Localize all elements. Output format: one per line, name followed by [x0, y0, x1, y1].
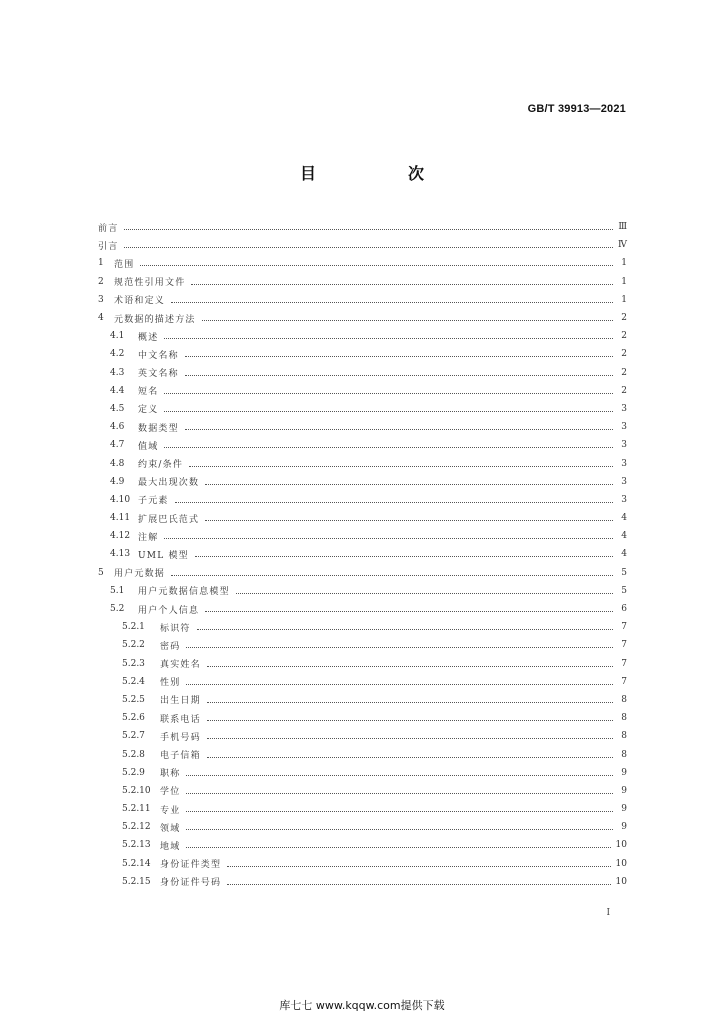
toc-entry-page: 6 — [621, 604, 627, 615]
toc-entry[interactable] — [98, 873, 627, 891]
toc-entry[interactable] — [98, 309, 627, 327]
dot-leader — [195, 555, 613, 557]
toc-entry-page: 10 — [615, 876, 627, 887]
toc-entry-label: 约束/条件 — [138, 460, 184, 471]
toc-entry[interactable] — [98, 600, 627, 618]
toc-entry[interactable] — [98, 673, 627, 691]
toc-entry-page: 8 — [621, 749, 627, 760]
dot-leader — [205, 610, 613, 612]
toc-entry-page: 3 — [621, 403, 627, 414]
toc-entry-number: 4.9 — [110, 476, 125, 487]
toc-entry-number: 5.2.14 — [122, 858, 151, 869]
toc-entry-page: 2 — [621, 349, 627, 360]
toc-title: 目 次 — [299, 164, 462, 183]
dot-leader — [186, 828, 613, 830]
toc-entry-number: 5.2.11 — [122, 804, 151, 815]
toc-entry-label: 真实姓名 — [160, 660, 201, 671]
dot-leader — [164, 446, 613, 448]
toc-entry-number: 5.2.3 — [122, 658, 145, 669]
toc-entry-label: 联系电话 — [160, 714, 201, 725]
dot-leader — [164, 410, 613, 412]
toc-entry[interactable] — [98, 364, 627, 382]
toc-entry-page: 7 — [621, 622, 627, 633]
toc-entry[interactable] — [98, 655, 627, 673]
toc-entry[interactable] — [98, 454, 627, 472]
toc-entry-label: 密码 — [160, 641, 181, 652]
standard-number: GB/T 39913—2021 — [527, 103, 626, 115]
toc-entry[interactable] — [98, 436, 627, 454]
toc-entry-label: 出生日期 — [160, 696, 201, 707]
toc-entry-number: 4.13 — [110, 549, 131, 560]
toc-entry-page: 4 — [621, 531, 627, 542]
toc-entry-page: 8 — [621, 713, 627, 724]
dot-leader — [197, 628, 613, 630]
toc-entry-page: 7 — [621, 640, 627, 651]
toc-entry-page: 5 — [621, 567, 627, 578]
dot-leader — [164, 337, 613, 339]
toc-entry-number: 5.2.9 — [122, 767, 145, 778]
toc-entry-label: UML 模型 — [138, 550, 189, 561]
dot-leader — [185, 374, 613, 376]
toc-entry-label: 性别 — [160, 678, 181, 689]
toc-entry-label: 元数据的描述方法 — [114, 314, 196, 325]
toc-entry-page: 10 — [615, 840, 627, 851]
toc-entry-page: 2 — [621, 385, 627, 396]
page-number: I — [606, 908, 610, 918]
dot-leader — [164, 392, 613, 394]
toc-entry[interactable] — [98, 618, 627, 636]
dot-leader — [171, 574, 613, 576]
dot-leader — [185, 355, 613, 357]
dot-leader — [186, 774, 613, 776]
toc-entry-page: 4 — [621, 513, 627, 524]
toc-entry-label: 定义 — [138, 405, 159, 416]
toc-entry-label: 短名 — [138, 387, 159, 398]
toc-entry-page: 3 — [621, 440, 627, 451]
toc-entry[interactable] — [98, 218, 627, 236]
toc-entry[interactable] — [98, 527, 627, 545]
toc-entry-page: 3 — [621, 422, 627, 433]
toc-entry[interactable] — [98, 254, 627, 272]
toc-entry-label: 身份证件类型 — [160, 860, 222, 871]
toc-entry-number: 5.2.1 — [122, 622, 145, 633]
download-watermark: 库七七 www.kqqw.com提供下载 — [279, 999, 445, 1012]
toc-entry-label: 电子信箱 — [160, 751, 201, 762]
toc-entry-page: 9 — [621, 767, 627, 778]
toc-entry-number: 5.2 — [110, 604, 125, 615]
dot-leader — [202, 319, 613, 321]
toc-entry-label: 最大出现次数 — [138, 478, 200, 489]
toc-entry-page: 2 — [621, 367, 627, 378]
toc-entry-number: 4.7 — [110, 440, 125, 451]
toc-entry[interactable] — [98, 382, 627, 400]
dot-leader — [205, 483, 613, 485]
dot-leader — [207, 719, 613, 721]
toc-entry[interactable] — [98, 509, 627, 527]
toc-entry-number: 5.2.6 — [122, 713, 145, 724]
toc-entry[interactable] — [98, 582, 627, 600]
toc-entry-label: 地域 — [160, 841, 181, 852]
toc-entry-number: 4.2 — [110, 349, 125, 360]
toc-entry[interactable] — [98, 473, 627, 491]
toc-entry[interactable] — [98, 400, 627, 418]
dot-leader — [207, 737, 613, 739]
dot-leader — [171, 301, 613, 303]
toc-entry-label: 子元素 — [138, 496, 169, 507]
toc-entry-page: 3 — [621, 476, 627, 487]
toc-entry-page: 8 — [621, 694, 627, 705]
toc-entry-label: 用户元数据信息模型 — [138, 587, 230, 598]
toc-entry-page: 8 — [621, 731, 627, 742]
dot-leader — [236, 592, 613, 594]
toc-entry-number: 4.1 — [110, 331, 125, 342]
toc-entry[interactable] — [98, 691, 627, 709]
toc-entry-label: 引言 — [98, 241, 119, 252]
toc-entry-number: 5.2.15 — [122, 876, 151, 887]
toc-entry-label: 用户元数据 — [114, 569, 166, 580]
toc-entry[interactable] — [98, 636, 627, 654]
dot-leader — [227, 865, 610, 867]
toc-entry-number: 1 — [98, 258, 104, 269]
toc-entry-page: 3 — [621, 494, 627, 505]
toc-entry[interactable] — [98, 818, 627, 836]
toc-entry-number: 4.5 — [110, 403, 125, 414]
toc-entry[interactable] — [98, 491, 627, 509]
dot-leader — [205, 519, 613, 521]
toc-entry-number: 4 — [98, 313, 104, 324]
toc-entry-number: 4.6 — [110, 422, 125, 433]
toc-entry-label: 数据类型 — [138, 423, 179, 434]
toc-entry-number: 5.2.12 — [122, 822, 151, 833]
toc-entry[interactable] — [98, 764, 627, 782]
toc-entry-number: 5.2.13 — [122, 840, 151, 851]
toc-entry[interactable] — [98, 727, 627, 745]
dot-leader — [189, 465, 613, 467]
toc-entry-page: Ⅳ — [618, 240, 627, 251]
toc-entry-page: 10 — [615, 858, 627, 869]
toc-entry-label: 规范性引用文件 — [114, 278, 186, 289]
toc-entry-page: 7 — [621, 658, 627, 669]
toc-entry-number: 5.2.2 — [122, 640, 145, 651]
toc-entry-label: 注解 — [138, 532, 159, 543]
toc-entry-number: 5.2.5 — [122, 694, 145, 705]
toc-entry[interactable] — [98, 855, 627, 873]
toc-entry-page: 1 — [621, 258, 627, 269]
toc-entry[interactable] — [98, 745, 627, 763]
toc-entry-number: 4.10 — [110, 494, 131, 505]
toc-entry-page: 3 — [621, 458, 627, 469]
toc-entry[interactable] — [98, 800, 627, 818]
toc-entry-label: 身份证件号码 — [160, 878, 222, 889]
dot-leader — [186, 846, 610, 848]
toc-entry-page: 5 — [621, 585, 627, 596]
toc-entry-number: 5.2.4 — [122, 676, 145, 687]
toc-entry[interactable] — [98, 545, 627, 563]
dot-leader — [164, 537, 613, 539]
dot-leader — [185, 428, 613, 430]
toc-entry-label: 用户个人信息 — [138, 605, 200, 616]
toc-entry[interactable] — [98, 327, 627, 345]
toc-entry-label: 领域 — [160, 823, 181, 834]
dot-leader — [186, 810, 613, 812]
dot-leader — [207, 756, 613, 758]
toc-entry-number: 4.11 — [110, 513, 131, 524]
toc-entry-label: 中文名称 — [138, 350, 179, 361]
toc-entry-page: 7 — [621, 676, 627, 687]
dot-leader — [191, 283, 613, 285]
dot-leader — [186, 792, 613, 794]
table-of-contents — [98, 218, 627, 891]
toc-entry[interactable] — [98, 782, 627, 800]
toc-entry-label: 前言 — [98, 223, 119, 234]
toc-entry-page: 2 — [621, 313, 627, 324]
dot-leader — [227, 883, 610, 885]
toc-entry-number: 5.2.7 — [122, 731, 145, 742]
dot-leader — [124, 228, 613, 230]
toc-entry-number: 5 — [98, 567, 104, 578]
toc-entry-page: 4 — [621, 549, 627, 560]
toc-entry-label: 标识符 — [160, 623, 191, 634]
dot-leader — [207, 701, 613, 703]
toc-entry[interactable] — [98, 236, 627, 254]
toc-entry[interactable] — [98, 291, 627, 309]
toc-entry[interactable] — [98, 709, 627, 727]
toc-entry-number: 4.3 — [110, 367, 125, 378]
toc-entry-number: 4.12 — [110, 531, 131, 542]
toc-entry-label: 值域 — [138, 441, 159, 452]
toc-entry[interactable] — [98, 564, 627, 582]
dot-leader — [124, 246, 613, 248]
toc-entry-number: 4.4 — [110, 385, 125, 396]
dot-leader — [175, 501, 613, 503]
toc-entry-label: 英文名称 — [138, 369, 179, 380]
toc-entry-label: 专业 — [160, 805, 181, 816]
toc-entry-number: 2 — [98, 276, 104, 287]
toc-entry-number: 4.8 — [110, 458, 125, 469]
toc-entry-page: 2 — [621, 331, 627, 342]
toc-entry-page: 9 — [621, 785, 627, 796]
toc-entry-page: 9 — [621, 822, 627, 833]
toc-entry-label: 扩展巴氏范式 — [138, 514, 200, 525]
toc-entry[interactable] — [98, 836, 627, 854]
toc-entry-label: 职称 — [160, 769, 181, 780]
toc-entry-number: 5.1 — [110, 585, 125, 596]
toc-entry-number: 5.2.10 — [122, 785, 151, 796]
toc-entry[interactable] — [98, 418, 627, 436]
toc-entry-page: 9 — [621, 804, 627, 815]
toc-entry-label: 学位 — [160, 787, 181, 798]
dot-leader — [207, 665, 613, 667]
toc-entry[interactable] — [98, 273, 627, 291]
toc-entry-number: 3 — [98, 294, 104, 305]
toc-entry[interactable] — [98, 345, 627, 363]
dot-leader — [186, 683, 613, 685]
toc-entry-label: 手机号码 — [160, 732, 201, 743]
toc-entry-label: 术语和定义 — [114, 296, 166, 307]
toc-entry-page: 1 — [621, 294, 627, 305]
dot-leader — [186, 646, 613, 648]
toc-entry-page: Ⅲ — [618, 222, 627, 233]
toc-entry-label: 概述 — [138, 332, 159, 343]
toc-entry-number: 5.2.8 — [122, 749, 145, 760]
dot-leader — [140, 264, 613, 266]
toc-entry-page: 1 — [621, 276, 627, 287]
toc-entry-label: 范围 — [114, 259, 135, 270]
